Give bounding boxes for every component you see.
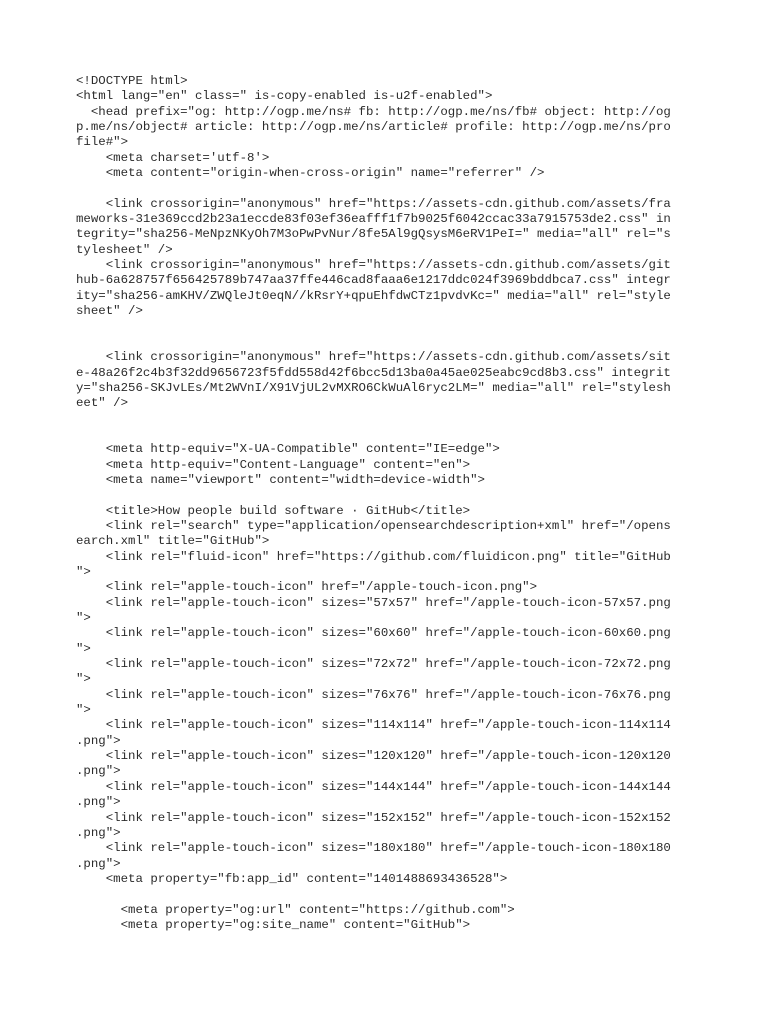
code-line: .png"> <box>76 795 121 810</box>
code-line: p.me/ns/object# article: http://ogp.me/ns/article# profile: http://ogp.me/ns/pro <box>76 120 671 135</box>
code-line: <link rel="fluid-icon" href="https://github.com/fluidicon.png" title="GitHub <box>76 549 671 564</box>
code-line: .png"> <box>76 856 121 871</box>
code-line: <meta property="fb:app_id" content="1401488693436528"> <box>76 871 508 886</box>
code-line: "> <box>76 703 91 718</box>
code-listing <box>76 74 696 933</box>
code-line: <meta http-equiv="X-UA-Compatible" content="IE=edge"> <box>76 442 500 457</box>
code-line: <link rel="search" type="application/opensearchdescription+xml" href="/opens <box>76 518 671 533</box>
code-line: file#"> <box>76 135 129 150</box>
code-line: <link rel="apple-touch-icon" sizes="57x57" href="/apple-touch-icon-57x57.png <box>76 595 671 610</box>
code-line: <title>How people build software · GitHub</title> <box>76 503 471 518</box>
code-line: tylesheet" /> <box>76 242 173 257</box>
code-line: tegrity="sha256-MeNpzNKyOh7M3oPwPvNur/8fe5Al9gQsysM6eRV1PeI=" media="all" rel="s <box>76 227 671 242</box>
code-line: <link rel="apple-touch-icon" sizes="180x180" href="/apple-touch-icon-180x180 <box>76 841 671 856</box>
code-line: <meta property="og:url" content="https://github.com"> <box>76 902 515 917</box>
code-line: <meta http-equiv="Content-Language" content="en"> <box>76 457 471 472</box>
code-line <box>76 488 696 503</box>
code-line: "> <box>76 641 91 656</box>
code-line <box>76 181 696 196</box>
code-line: "> <box>76 611 91 626</box>
code-line: eet" /> <box>76 396 129 411</box>
code-line: <link crossorigin="anonymous" href="https://assets-cdn.github.com/assets/sit <box>76 350 671 365</box>
code-line: <meta name="viewport" content="width=device-width"> <box>76 472 485 487</box>
code-line: <link rel="apple-touch-icon" sizes="114x114" href="/apple-touch-icon-114x114 <box>76 718 671 733</box>
code-line: <link rel="apple-touch-icon" href="/apple-touch-icon.png"> <box>76 580 538 595</box>
code-line: <link rel="apple-touch-icon" sizes="76x76" href="/apple-touch-icon-76x76.png <box>76 687 671 702</box>
code-line: <meta charset='utf-8'> <box>76 150 270 165</box>
code-line: ity="sha256-amKHV/ZWQleJt0eqN//kRsrY+qpuEhfdwCTz1pvdvKc=" media="all" rel="style <box>76 288 671 303</box>
code-line <box>76 887 696 902</box>
code-line: <link rel="apple-touch-icon" sizes="152x152" href="/apple-touch-icon-152x152 <box>76 810 671 825</box>
code-line: <link crossorigin="anonymous" href="https://assets-cdn.github.com/assets/git <box>76 258 671 273</box>
code-line: <link rel="apple-touch-icon" sizes="60x60" href="/apple-touch-icon-60x60.png <box>76 626 671 641</box>
code-line: .png"> <box>76 733 121 748</box>
code-line: .png"> <box>76 825 121 840</box>
code-line: y="sha256-SKJvLEs/Mt2WVnI/X91VjUL2vMXRO6CkWuAl6ryc2LM=" media="all" rel="stylesh <box>76 380 671 395</box>
code-line: <meta property="og:site_name" content="GitHub"> <box>76 917 471 932</box>
code-line: .png"> <box>76 764 121 779</box>
code-line <box>76 335 696 350</box>
code-line: <!DOCTYPE html> <box>76 74 188 88</box>
code-line: <link rel="apple-touch-icon" sizes="120x120" href="/apple-touch-icon-120x120 <box>76 749 671 764</box>
code-line: sheet" /> <box>76 304 143 319</box>
code-line <box>76 427 696 442</box>
code-line: earch.xml" title="GitHub"> <box>76 534 270 549</box>
code-line: "> <box>76 565 91 579</box>
code-line: <link rel="apple-touch-icon" sizes="72x72" href="/apple-touch-icon-72x72.png <box>76 657 671 672</box>
code-line: <meta content="origin-when-cross-origin" name="referrer" /> <box>76 166 545 181</box>
code-line <box>76 320 696 335</box>
code-line: e-48a26f2c4b3f32dd9656723f5fdd558d42f6bcc5d13ba0a45ae025eabc9cd8b3.css" integrit <box>76 365 671 380</box>
code-line: hub-6a628757f656425789b747aa37ffe446cad8faaa6e1217ddc024f3969bddbca7.css" integr <box>76 273 671 288</box>
code-line: <head prefix="og: http://ogp.me/ns# fb: http://ogp.me/ns/fb# object: http://og <box>76 104 671 119</box>
code-line: <link crossorigin="anonymous" href="https://assets-cdn.github.com/assets/fra <box>76 196 671 211</box>
code-line: <link rel="apple-touch-icon" sizes="144x144" href="/apple-touch-icon-144x144 <box>76 779 671 794</box>
code-line: "> <box>76 672 91 687</box>
code-line <box>76 412 696 427</box>
code-line: meworks-31e369ccd2b23a1eccde83f03ef36eafff1f7b9025f6042ccac33a7915753de2.css" in <box>76 212 671 227</box>
code-line: <html lang="en" class=" is-copy-enabled is-u2f-enabled"> <box>76 89 493 104</box>
